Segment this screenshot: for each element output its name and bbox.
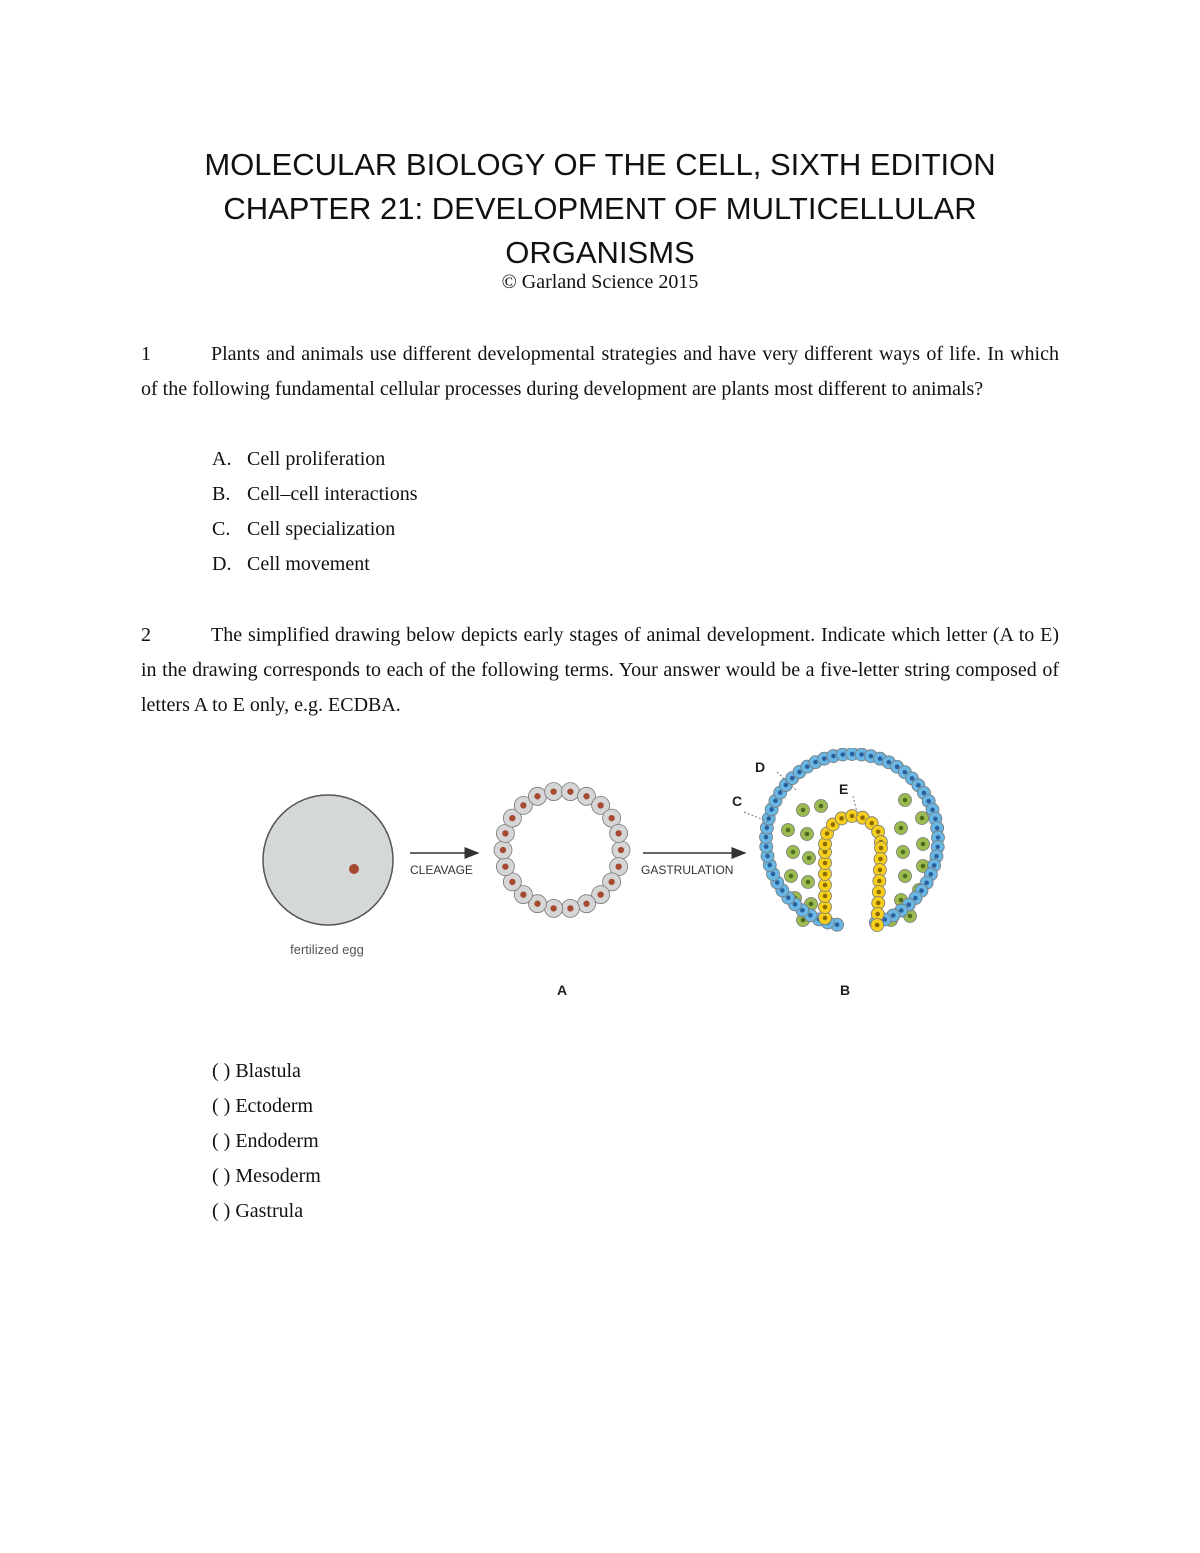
ectoderm-cell-nucleus [767,863,772,868]
mesoderm-cell-nucleus [807,856,812,861]
ectoderm-cell-nucleus [780,888,785,893]
mesoderm-cell-nucleus [805,832,810,837]
endoderm-cell-nucleus [878,868,883,873]
ectoderm-cell-nucleus [850,752,855,757]
endoderm-cells [819,810,888,932]
ectoderm-cell-nucleus [906,902,911,907]
ectoderm-cell-nucleus [929,872,934,877]
ectoderm-cell-nucleus [936,835,941,840]
blastula-cell-nucleus [502,863,508,869]
blastula-cell-nucleus [597,802,603,808]
blastula-cell-nucleus [583,793,589,799]
mesoderm-cell-nucleus [921,864,926,869]
endoderm-cell-nucleus [879,846,884,851]
blastula-cell-nucleus [567,905,573,911]
term-blastula: ( ) Blastula [212,1060,301,1082]
blastula-cell-nucleus [608,815,614,821]
mesoderm-cell-nucleus [789,874,794,879]
ectoderm-cell-nucleus [934,854,939,859]
ectoderm-cell-nucleus [933,816,938,821]
ectoderm-cell-nucleus [773,799,778,804]
endoderm-cell-nucleus [878,857,883,862]
term-gastrula: ( ) Gastrula [212,1200,304,1222]
ectoderm-cell-nucleus [831,754,836,759]
answer-blank[interactable]: ( ) [212,1165,231,1187]
ectoderm-cell-nucleus [932,863,937,868]
blastula-cell-nucleus [500,847,506,853]
blastula-cell-nucleus [618,847,624,853]
endoderm-cell-nucleus [876,829,881,834]
blastula-cell-nucleus [502,830,508,836]
endoderm-cell-nucleus [876,901,881,906]
ectoderm-cell-nucleus [891,913,896,918]
question-2 [141,618,1059,723]
endoderm-cell-nucleus [869,821,874,826]
blastula-cell-nucleus [567,788,573,794]
question-1-number: 1 [141,343,151,365]
option-d: D. Cell movement [212,553,370,575]
ectoderm-cell-nucleus [808,913,813,918]
endoderm-cell-nucleus [823,905,828,910]
endoderm-cell-nucleus [831,822,836,827]
ectoderm-cell-nucleus [913,896,918,901]
ectoderm-cell-nucleus [935,845,940,850]
ectoderm-cell-nucleus [930,807,935,812]
ectoderm-cell-nucleus [840,752,845,757]
question-1 [141,337,1059,407]
mesoderm-cell-nucleus [908,914,913,919]
ectoderm-cell-nucleus [784,783,789,788]
blastula-cell-nucleus [615,830,621,836]
answer-blank[interactable]: ( ) [212,1095,231,1117]
label-e: E [839,781,849,797]
ectoderm-cell-nucleus [926,799,931,804]
ectoderm-cell-nucleus [764,844,769,849]
endoderm-cell-nucleus [823,916,828,921]
label-a: A [556,982,568,998]
ectoderm-cell-nucleus [919,888,924,893]
ectoderm-cell-nucleus [769,807,774,812]
ectoderm-cell-nucleus [813,760,818,765]
blastula-cell-nucleus [583,901,589,907]
option-a: A. Cell proliferation [212,448,386,470]
mesoderm-cell-nucleus [899,826,904,831]
blastula-cell-nucleus [550,788,556,794]
ectoderm-cell-nucleus [793,902,798,907]
page-title [100,143,1100,275]
blastula-cell-nucleus [509,879,515,885]
title-line-1: MOLECULAR BIOLOGY OF THE CELL, SIXTH EDITION [204,147,996,182]
endoderm-cell-nucleus [860,815,865,820]
ectoderm-cells [760,748,945,931]
blastula-cells [494,783,630,918]
cleavage-label: CLEAVAGE [410,863,473,877]
gastrulation-label: GASTRULATION [641,863,734,877]
question-2-number: 2 [141,624,151,646]
ectoderm-cell-nucleus [786,895,791,900]
endoderm-cell-nucleus [823,861,828,866]
ectoderm-cell-nucleus [775,880,780,885]
blastula-cell-nucleus [608,879,614,885]
title-line-2: CHAPTER 21: DEVELOPMENT OF MULTICELLULAR [223,191,977,226]
egg-nucleus [349,864,359,874]
mesoderm-cell-nucleus [921,842,926,847]
ectoderm-cell-nucleus [910,776,915,781]
ectoderm-cell-nucleus [886,760,891,765]
mesoderm-cell-nucleus [901,850,906,855]
blastula-cell-nucleus [615,863,621,869]
label-b: B [839,982,851,998]
blastula-cell-nucleus [597,891,603,897]
ectoderm-cell-nucleus [859,752,864,757]
ectoderm-cell-nucleus [778,790,783,795]
mesoderm-cell-nucleus [903,798,908,803]
ectoderm-cell-nucleus [797,770,802,775]
blastula-cell-nucleus [509,815,515,821]
answer-blank[interactable]: ( ) [212,1060,231,1082]
fertilized-egg-label: fertilized egg [290,942,364,957]
mesoderm-cell-nucleus [801,808,806,813]
endoderm-cell-nucleus [823,894,828,899]
option-b: B. Cell–cell interactions [212,483,418,505]
mesoderm-cell-nucleus [786,828,791,833]
mesoderm-cell-nucleus [791,850,796,855]
term-mesoderm: ( ) Mesoderm [212,1165,321,1187]
ectoderm-cell-nucleus [935,826,940,831]
blastula-cell-nucleus [520,802,526,808]
mesoderm-cell-nucleus [809,902,814,907]
answer-blank[interactable]: ( ) [212,1200,231,1222]
endoderm-cell-nucleus [877,890,882,895]
ectoderm-cell-nucleus [916,783,921,788]
endoderm-cell-nucleus [823,842,828,847]
endoderm-cell-nucleus [850,814,855,819]
question-2-terms [212,1054,321,1229]
term-ectoderm: ( ) Ectoderm [212,1095,314,1117]
ectoderm-cell-nucleus [764,835,769,840]
ectoderm-cell-nucleus [895,764,900,769]
development-figure [255,748,955,1008]
label-d: D [755,759,766,775]
mesoderm-cell-nucleus [920,816,925,821]
ectoderm-cell-nucleus [765,854,770,859]
endoderm-cell-nucleus [823,883,828,888]
ectoderm-cell-nucleus [790,776,795,781]
endoderm-cell-nucleus [839,816,844,821]
ectoderm-cell-nucleus [822,756,827,761]
title-line-3: ORGANISMS [505,235,695,270]
blastula-cell-nucleus [534,793,540,799]
question-2-text: The simplified drawing below depicts early stages of animal development. Indicate which letter (A to E) in the drawing corresponds to each of the following terms. Your answer would be a five-letter string composed of letters A to E only, e.g. ECDBA. [141,624,1059,716]
blastula-cell-nucleus [520,891,526,897]
question-1-options [212,442,418,582]
ectoderm-cell-nucleus [765,825,770,830]
ectoderm-cell-nucleus [869,754,874,759]
endoderm-cell-nucleus [823,872,828,877]
ectoderm-cell-nucleus [805,764,810,769]
blastula-cell-nucleus [534,901,540,907]
ectoderm-cell-nucleus [903,770,908,775]
ectoderm-cell-nucleus [878,756,883,761]
endoderm-cell-nucleus [825,831,830,836]
endoderm-cell-nucleus [875,923,880,928]
fertilized-egg-shape [263,795,393,925]
endoderm-cell-nucleus [875,912,880,917]
mesoderm-cell-nucleus [806,880,811,885]
mesoderm-cell-nucleus [903,874,908,879]
mesoderm-cell-nucleus [819,804,824,809]
option-c: C. Cell specialization [212,518,396,540]
copyright-notice: © Garland Science 2015 [501,271,699,293]
ectoderm-cell-nucleus [922,791,927,796]
ectoderm-cell-nucleus [771,872,776,877]
blastula-cell-nucleus [550,905,556,911]
endoderm-cell-nucleus [877,879,882,884]
ectoderm-cell-nucleus [835,922,840,927]
question-1-text: Plants and animals use different developmental strategies and have very different ways of life. In which of the following fundamental cellular processes during development are plants most different to animals? [141,343,1059,400]
answer-blank[interactable]: ( ) [212,1130,231,1152]
ectoderm-cell-nucleus [899,908,904,913]
label-c: C [732,793,743,809]
term-endoderm: ( ) Endoderm [212,1130,319,1152]
ectoderm-cell-nucleus [766,816,771,821]
ectoderm-cell-nucleus [924,880,929,885]
ectoderm-cell-nucleus [800,908,805,913]
